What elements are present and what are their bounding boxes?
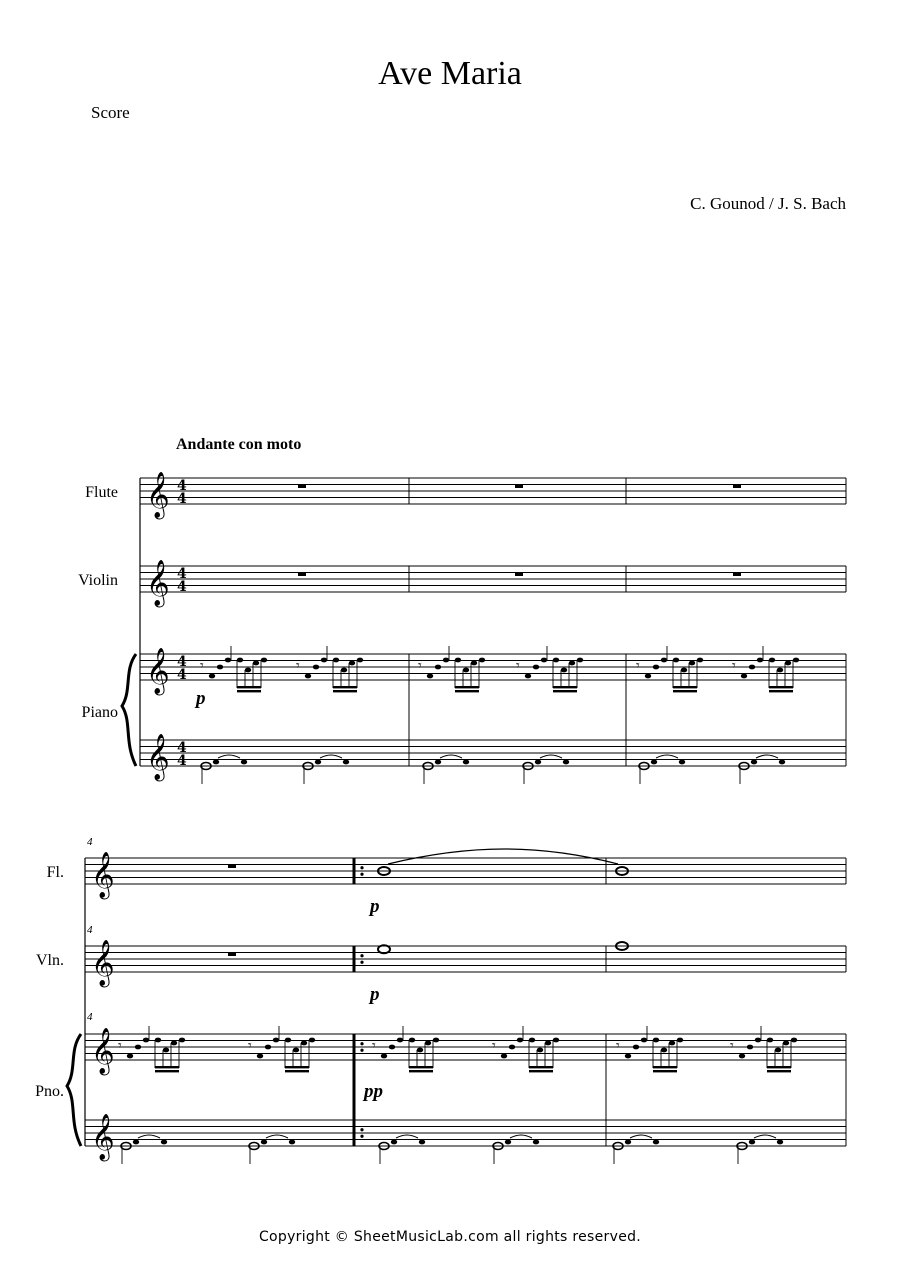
- beam: [553, 686, 577, 688]
- note-head: [155, 1038, 161, 1043]
- note-head: [425, 1041, 431, 1046]
- note-head: [653, 665, 659, 670]
- staff: [85, 946, 846, 972]
- notation-glyph: 4: [177, 566, 187, 582]
- notation-glyph: 4: [177, 654, 187, 670]
- note-head: [381, 1054, 387, 1059]
- tie: [138, 1135, 160, 1138]
- whole-rest: [733, 485, 741, 489]
- note-head: [285, 1038, 291, 1043]
- note-head: [563, 760, 569, 765]
- whole-rest: [298, 485, 306, 489]
- beam: [409, 1070, 433, 1072]
- repeat-dot: [360, 1128, 363, 1131]
- note-head: [349, 661, 355, 666]
- notation-glyph: 𝄾: [492, 1038, 496, 1054]
- tie: [540, 755, 562, 758]
- brace: [122, 654, 136, 766]
- tie: [320, 755, 342, 758]
- notation-glyph: 𝄾: [732, 658, 736, 674]
- instrument-label-flute: Flute: [85, 484, 118, 501]
- note-head: [397, 1038, 403, 1043]
- note-head: [313, 665, 319, 670]
- note-head: [127, 1054, 133, 1059]
- note-head: [257, 1054, 263, 1059]
- note-head: [775, 1048, 781, 1053]
- beam: [553, 690, 577, 692]
- note-head: [225, 658, 231, 663]
- notation-glyph: 𝄞: [91, 852, 115, 898]
- beam: [653, 1070, 677, 1072]
- note-head: [689, 661, 695, 666]
- note-head: [245, 668, 251, 673]
- notation-glyph: 𝄾: [730, 1038, 734, 1054]
- note-head: [343, 760, 349, 765]
- beam: [673, 686, 697, 688]
- beam: [237, 690, 261, 692]
- tie: [396, 1135, 418, 1138]
- note-head: [697, 658, 703, 663]
- note-head: [533, 665, 539, 670]
- beam: [285, 1066, 309, 1068]
- note-head: [779, 760, 785, 765]
- note-head: [553, 658, 559, 663]
- notation-glyph: 𝄾: [616, 1038, 620, 1054]
- note-head: [535, 760, 541, 765]
- brace: [67, 1034, 81, 1146]
- whole-rest: [733, 573, 741, 577]
- staff: [85, 858, 846, 884]
- tempo-marking: Andante con moto: [176, 436, 302, 453]
- repeat-dot: [360, 961, 363, 964]
- beam: [409, 1066, 433, 1068]
- instrument-label-piano-short: Pno.: [35, 1083, 64, 1100]
- notation-glyph: 𝄞: [91, 1114, 115, 1160]
- note-head: [677, 1038, 683, 1043]
- note-head: [777, 668, 783, 673]
- note-head: [529, 1038, 535, 1043]
- note-head: [653, 1140, 659, 1145]
- beam: [767, 1066, 791, 1068]
- notation-glyph: 4: [177, 667, 187, 683]
- score-label: Score: [91, 103, 130, 122]
- note-head: [777, 1140, 783, 1145]
- beam: [455, 690, 479, 692]
- note-head: [261, 1140, 267, 1145]
- note-head: [625, 1054, 631, 1059]
- note-head: [135, 1045, 141, 1050]
- notation-glyph: 𝄞: [146, 734, 170, 780]
- note-head: [755, 1038, 761, 1043]
- beam: [769, 690, 793, 692]
- note-head: [217, 665, 223, 670]
- beam: [673, 690, 697, 692]
- whole-rest: [228, 953, 236, 957]
- tie: [218, 755, 240, 758]
- instrument-label-violin-short: Vln.: [36, 952, 64, 969]
- note-head: [321, 658, 327, 663]
- note-head: [791, 1038, 797, 1043]
- note-head: [533, 1140, 539, 1145]
- dynamic-flute-sys2: p: [370, 896, 380, 917]
- note-head: [289, 1140, 295, 1145]
- whole-rest: [515, 573, 523, 577]
- copyright-footer: Copyright © SheetMusicLab.com all rights reserved.: [258, 1229, 642, 1245]
- tie: [440, 755, 462, 758]
- tie: [754, 1135, 776, 1138]
- note-head: [681, 668, 687, 673]
- note-head: [561, 668, 567, 673]
- note-head: [161, 1140, 167, 1145]
- notation-glyph: 𝄞: [146, 472, 170, 518]
- repeat-dot: [360, 1042, 363, 1045]
- note-head: [767, 1038, 773, 1043]
- note-head: [417, 1048, 423, 1053]
- note-head: [651, 760, 657, 765]
- composer-credit: C. Gounod / J. S. Bach: [690, 194, 846, 213]
- note-head: [501, 1054, 507, 1059]
- notation-glyph: 4: [177, 753, 187, 769]
- tie: [756, 755, 778, 758]
- beam: [529, 1066, 553, 1068]
- note-head: [391, 1140, 397, 1145]
- measure-number-flute: 4: [87, 836, 93, 848]
- note-head: [463, 760, 469, 765]
- tie: [630, 1135, 652, 1138]
- note-head: [171, 1041, 177, 1046]
- note-head: [625, 1140, 631, 1145]
- notation-glyph: 𝄞: [146, 560, 170, 606]
- note-head: [537, 1048, 543, 1053]
- beam: [285, 1070, 309, 1072]
- note-head: [739, 1054, 745, 1059]
- note-head: [749, 665, 755, 670]
- notation-glyph: 𝄾: [200, 658, 204, 674]
- beam: [237, 686, 261, 688]
- note-head: [433, 1038, 439, 1043]
- repeat-dot: [360, 954, 363, 957]
- note-head: [741, 674, 747, 679]
- measure-number-violin: 4: [87, 924, 93, 936]
- note-head: [509, 1045, 515, 1050]
- note-head: [133, 1140, 139, 1145]
- notation-glyph: 𝄾: [636, 658, 640, 674]
- note-head: [517, 1038, 523, 1043]
- beam: [333, 686, 357, 688]
- repeat-dot: [360, 1135, 363, 1138]
- note-head: [315, 760, 321, 765]
- beam: [333, 690, 357, 692]
- instrument-label-flute-short: Fl.: [46, 864, 64, 881]
- note-head: [641, 1038, 647, 1043]
- note-head: [541, 658, 547, 663]
- beam: [529, 1070, 553, 1072]
- notation-glyph: 𝄾: [296, 658, 300, 674]
- note-head: [389, 1045, 395, 1050]
- notation-glyph: 𝄾: [118, 1038, 122, 1054]
- notation-glyph: 4: [177, 491, 187, 507]
- notation-glyph: 𝄞: [91, 1028, 115, 1074]
- note-head: [505, 1140, 511, 1145]
- beam: [155, 1066, 179, 1068]
- note-head: [793, 658, 799, 663]
- note-head: [213, 760, 219, 765]
- note-head: [661, 1048, 667, 1053]
- note-head: [785, 661, 791, 666]
- notation-glyph: 𝄾: [516, 658, 520, 674]
- note-head: [553, 1038, 559, 1043]
- note-head: [179, 1038, 185, 1043]
- note-head: [305, 674, 311, 679]
- notation-glyph: 𝄾: [418, 658, 422, 674]
- note-head: [463, 668, 469, 673]
- notation-glyph: 4: [177, 478, 187, 494]
- note-head: [471, 661, 477, 666]
- note-head: [163, 1048, 169, 1053]
- note-head: [273, 1038, 279, 1043]
- note-head: [479, 658, 485, 663]
- note-head: [669, 1041, 675, 1046]
- note-head: [241, 760, 247, 765]
- note-head: [633, 1045, 639, 1050]
- note-head: [253, 661, 259, 666]
- note-head: [265, 1045, 271, 1050]
- note-head: [525, 674, 531, 679]
- note-head: [545, 1041, 551, 1046]
- staff: [85, 1120, 846, 1146]
- staff: [140, 566, 846, 592]
- whole-rest: [515, 485, 523, 489]
- note-head: [747, 1045, 753, 1050]
- instrument-label-piano: Piano: [81, 704, 118, 721]
- note-head: [237, 658, 243, 663]
- whole-rest: [298, 573, 306, 577]
- tie: [388, 849, 618, 864]
- note-head: [443, 658, 449, 663]
- notation-glyph: 𝄾: [372, 1038, 376, 1054]
- note-head: [419, 1140, 425, 1145]
- beam: [455, 686, 479, 688]
- note-head: [673, 658, 679, 663]
- note-head: [357, 658, 363, 663]
- notation-glyph: 𝄞: [91, 940, 115, 986]
- note-head: [293, 1048, 299, 1053]
- note-head: [455, 658, 461, 663]
- note-head: [769, 658, 775, 663]
- note-head: [751, 760, 757, 765]
- note-head: [427, 674, 433, 679]
- note-head: [143, 1038, 149, 1043]
- tie: [266, 1135, 288, 1138]
- note-head: [341, 668, 347, 673]
- beam: [653, 1066, 677, 1068]
- note-head: [577, 658, 583, 663]
- note-head: [309, 1038, 315, 1043]
- whole-rest: [228, 865, 236, 869]
- beam: [155, 1070, 179, 1072]
- note-head: [261, 658, 267, 663]
- tie: [510, 1135, 532, 1138]
- notation-glyph: 𝄞: [146, 648, 170, 694]
- measure-number-piano: 4: [87, 1011, 93, 1023]
- note-head: [645, 674, 651, 679]
- staff: [140, 478, 846, 504]
- dynamic-piano-sys2: pp: [364, 1081, 383, 1102]
- note-head: [783, 1041, 789, 1046]
- note-head: [435, 760, 441, 765]
- note-head: [679, 760, 685, 765]
- note-head: [749, 1140, 755, 1145]
- note-head: [757, 658, 763, 663]
- note-head: [209, 674, 215, 679]
- notation-glyph: 𝄾: [248, 1038, 252, 1054]
- notation-glyph: 4: [177, 740, 187, 756]
- beam: [767, 1070, 791, 1072]
- repeat-dot: [360, 1049, 363, 1052]
- note-head: [569, 661, 575, 666]
- repeat-dot: [360, 873, 363, 876]
- note-head: [653, 1038, 659, 1043]
- tie: [656, 755, 678, 758]
- beam: [769, 686, 793, 688]
- score-title: Ave Maria: [378, 55, 522, 92]
- repeat-dot: [360, 866, 363, 869]
- dynamic-violin-sys2: p: [370, 984, 380, 1005]
- note-head: [661, 658, 667, 663]
- note-head: [435, 665, 441, 670]
- note-head: [409, 1038, 415, 1043]
- staff: [140, 654, 846, 680]
- note-head: [333, 658, 339, 663]
- dynamic-piano-sys1: p: [196, 688, 206, 709]
- notation-glyph: 4: [177, 579, 187, 595]
- instrument-label-violin: Violin: [78, 572, 118, 589]
- note-head: [301, 1041, 307, 1046]
